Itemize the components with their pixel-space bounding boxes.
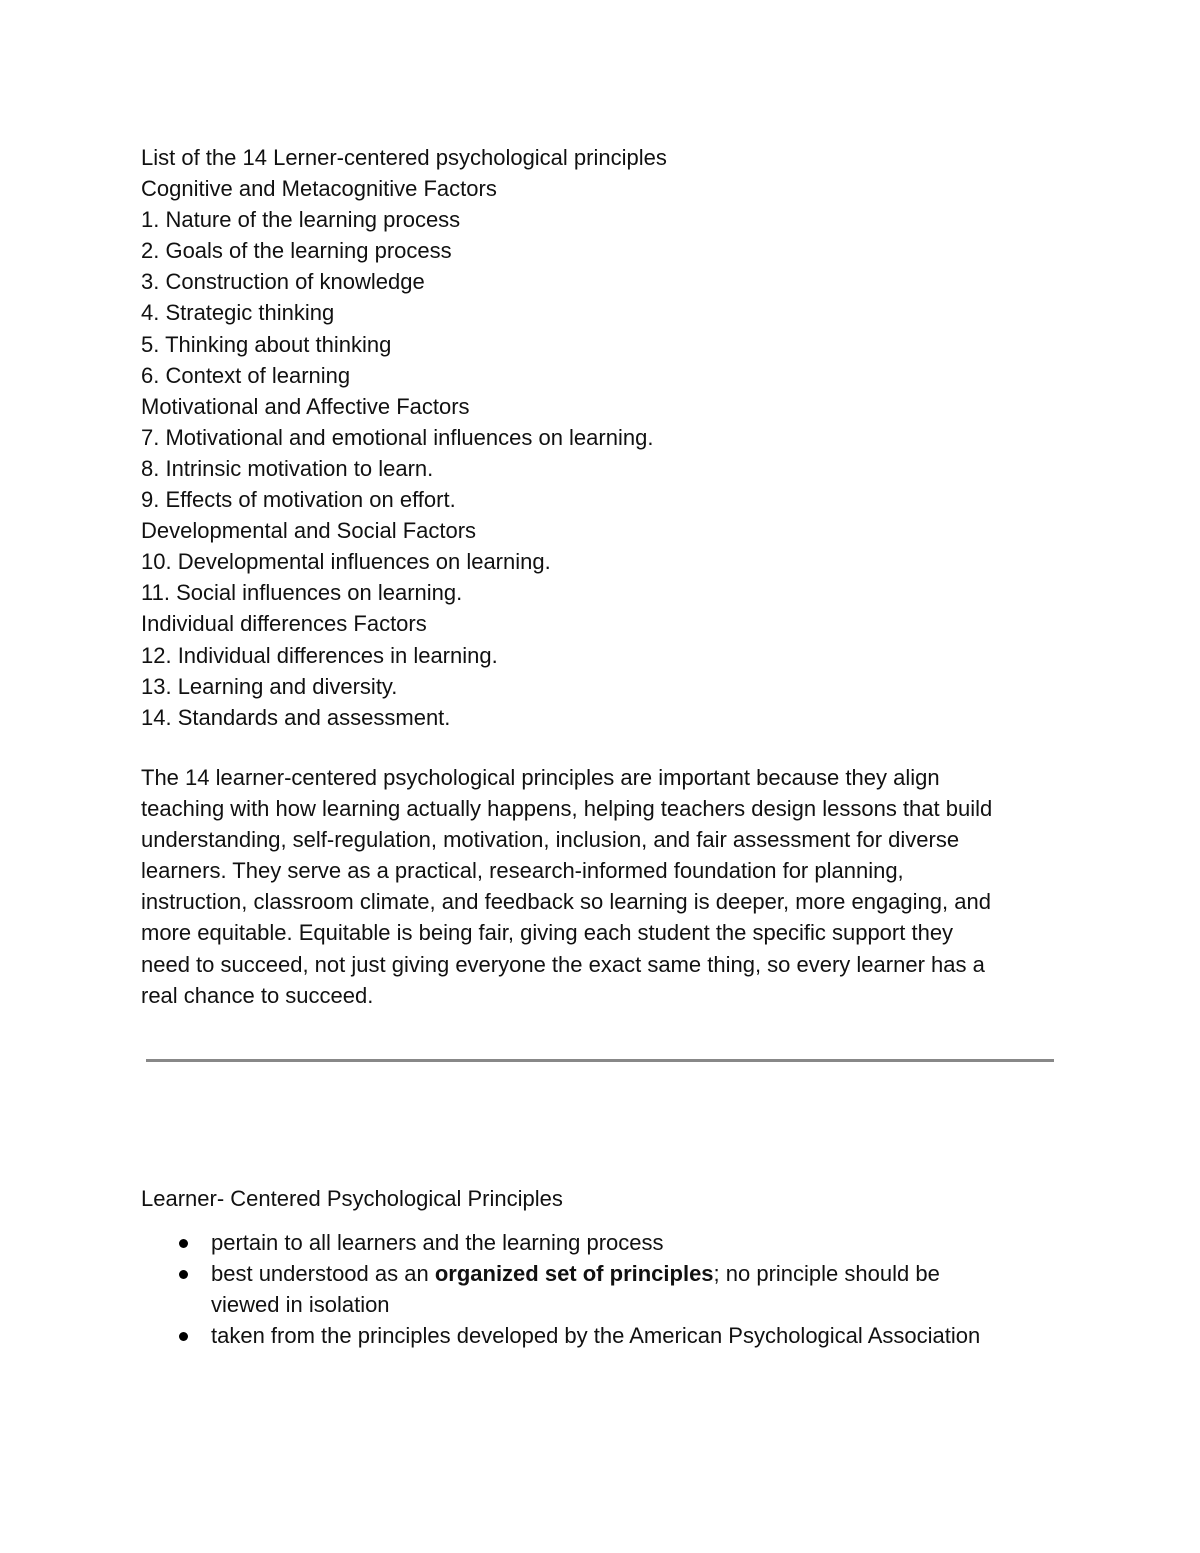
bullet-dot-icon <box>179 1270 188 1279</box>
bullet-dot-icon <box>179 1239 188 1248</box>
list-item: 6. Context of learning <box>141 362 351 388</box>
bullet-item <box>141 1320 1071 1351</box>
paragraph-line: teaching with how learning actually happens, helping teachers design lessons that build <box>141 796 993 822</box>
list-item: 4. Strategic thinking <box>141 300 335 326</box>
bullet-text-before: best understood as an <box>211 1261 435 1286</box>
list-item: 1. Nature of the learning process <box>141 207 461 233</box>
list-item: 7. Motivational and emotional influences on learning. <box>141 424 654 450</box>
group-heading-individual: Individual differences Factors <box>141 611 427 637</box>
list-item: 14. Standards and assessment. <box>141 704 451 730</box>
bullet-text-continuation: viewed in isolation <box>211 1292 390 1317</box>
list-item: 9. Effects of motivation on effort. <box>141 487 456 513</box>
bullet-text: pertain to all learners and the learning process <box>211 1230 664 1255</box>
paragraph-line: real chance to succeed. <box>141 982 374 1008</box>
list-item: 12. Individual differences in learning. <box>141 642 498 668</box>
list-item: 3. Construction of knowledge <box>141 269 425 295</box>
section-title: Learner- Centered Psychological Principles <box>141 1186 563 1211</box>
bullet-text-bold: organized set of principles <box>434 1261 714 1286</box>
principles-list <box>141 142 1071 733</box>
bullet-text-after: ; no principle should be <box>713 1261 940 1286</box>
bullet-text: taken from the principles developed by the American Psychological Association <box>211 1323 981 1348</box>
group-heading-motivational: Motivational and Affective Factors <box>141 393 470 419</box>
group-heading-cognitive: Cognitive and Metacognitive Factors <box>141 176 497 202</box>
list-title: List of the 14 Lerner-centered psychological principles <box>141 145 667 170</box>
list-item: 10. Developmental influences on learning. <box>141 549 551 575</box>
list-item: 13. Learning and diversity. <box>141 673 398 699</box>
explanation-paragraph <box>141 762 1071 1011</box>
paragraph-line: instruction, classroom climate, and feedback so learning is deeper, more engaging, and <box>141 889 991 915</box>
paragraph-line: The 14 learner-centered psychological principles are important because they align <box>141 765 940 790</box>
paragraph-line: more equitable. Equitable is being fair, giving each student the specific support they <box>141 920 954 946</box>
list-item: 8. Intrinsic motivation to learn. <box>141 455 434 481</box>
group-heading-developmental: Developmental and Social Factors <box>141 518 477 544</box>
paragraph-line: understanding, self-regulation, motivation, inclusion, and fair assessment for diverse <box>141 827 960 853</box>
horizontal-divider <box>146 1059 1054 1062</box>
paragraph-line: need to succeed, not just giving everyone the exact same thing, so every learner has a <box>141 951 985 977</box>
list-item: 5. Thinking about thinking <box>141 331 392 357</box>
bullet-list <box>141 1227 1071 1351</box>
paragraph-line: learners. They serve as a practical, research-informed foundation for planning, <box>141 858 904 884</box>
bullet-dot-icon <box>179 1332 188 1341</box>
bullet-item <box>141 1227 1071 1258</box>
list-item: 2. Goals of the learning process <box>141 238 452 264</box>
bullet-item <box>141 1258 1071 1320</box>
list-item: 11. Social influences on learning. <box>141 580 463 606</box>
